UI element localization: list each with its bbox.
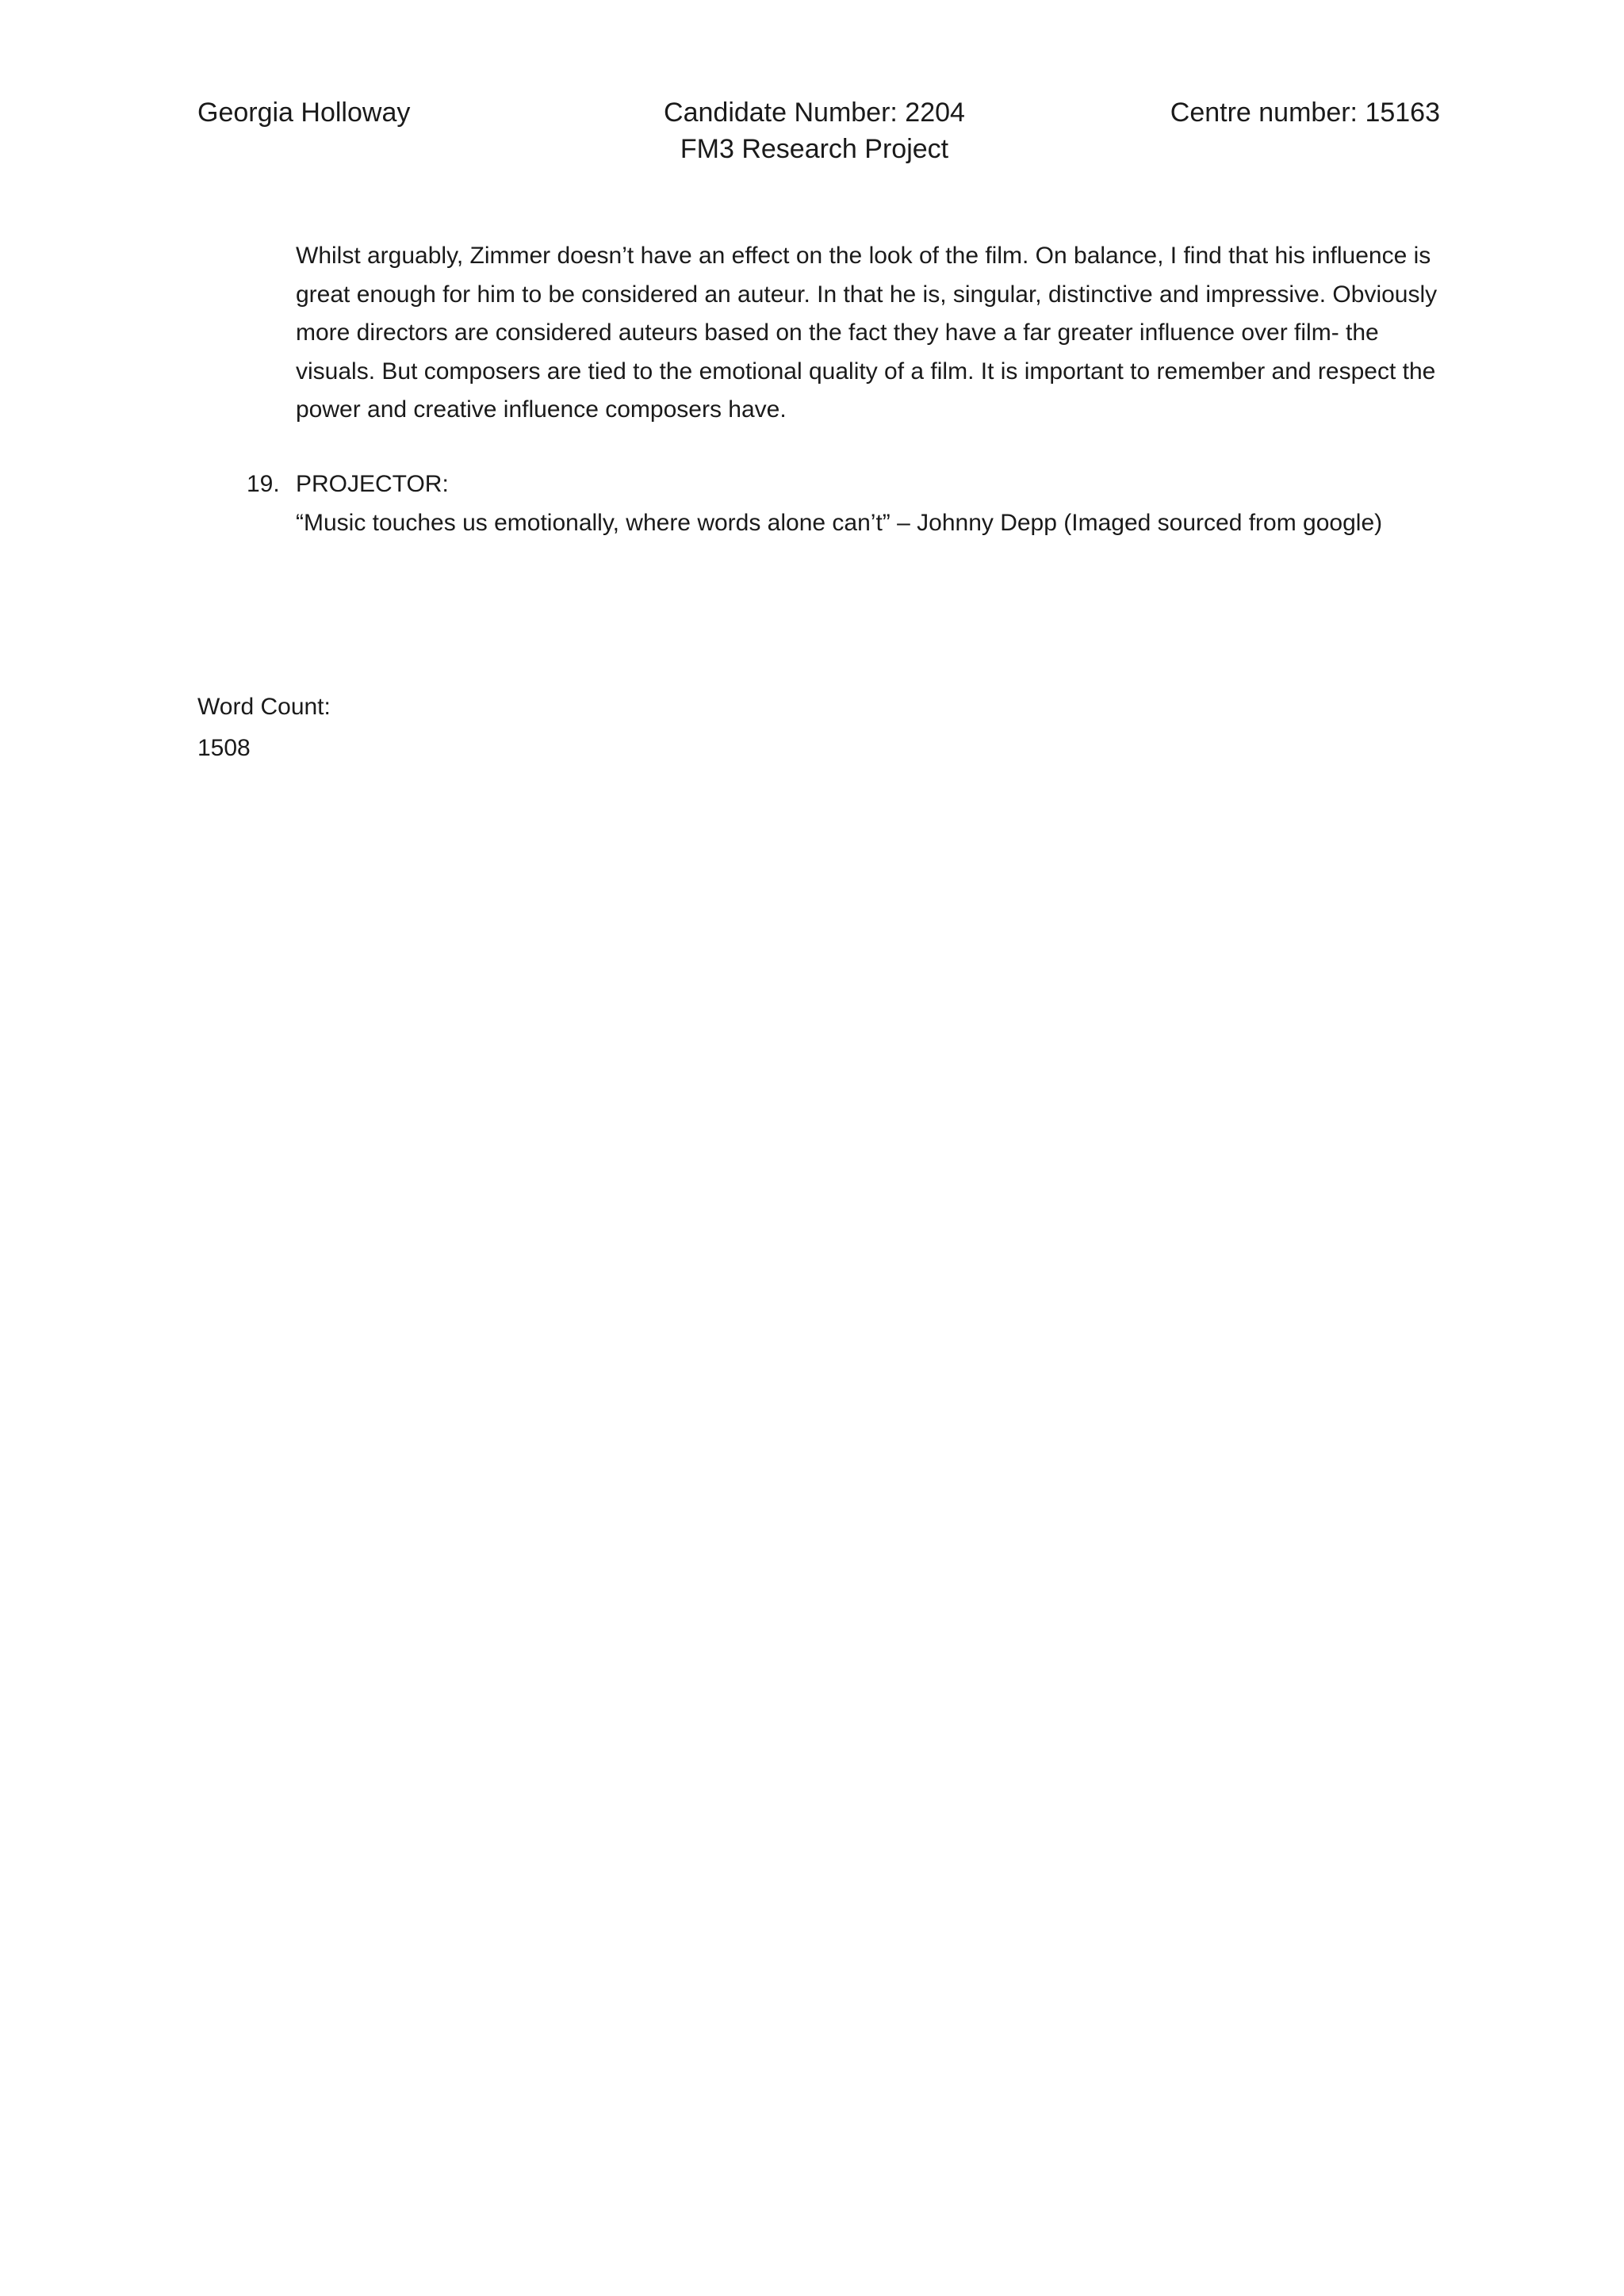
list-item-content: [296, 465, 1438, 542]
centre-number: Centre number: 15163: [1170, 98, 1440, 128]
candidate-number: Candidate Number: 2204: [664, 98, 965, 128]
project-title: FM3 Research Project: [680, 134, 949, 164]
body-paragraph: Whilst arguably, Zimmer doesn’t have an effect on the look of the film. On balance, I find that his influence is great enough for him to be considered an auteur. In that he is, singular, distinctive and impressive. Obviously more directors are considered auteurs based on the fact they have a far greater influence over film- the visuals. But composers are tied to the emotional quality of a film. It is important to remember and respect the power and creative influence composers have.: [296, 243, 1438, 423]
list-item-number: 19.: [247, 471, 280, 497]
word-count-value: 1508: [197, 735, 251, 761]
author-name: Georgia Holloway: [197, 98, 411, 128]
list-item-label: PROJECTOR:: [296, 471, 449, 497]
body-paragraph-block: [296, 237, 1438, 430]
word-count-section: [197, 687, 331, 769]
word-count-label: Word Count:: [197, 694, 331, 720]
list-item-quote: “Music touches us emotionally, where words alone can’t” – Johnny Depp (Imaged sourced from google): [296, 509, 1383, 536]
